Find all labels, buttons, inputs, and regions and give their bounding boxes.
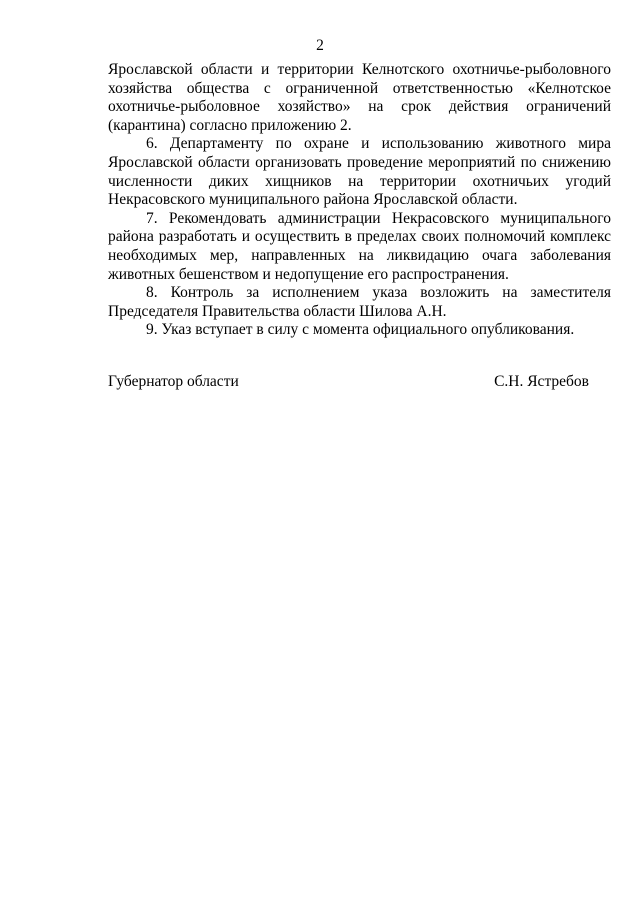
- signatory-position: Губернатор области: [108, 373, 239, 390]
- paragraph-item-9: 9. Указ вступает в силу с момента официального опубликования.: [146, 321, 575, 339]
- signatory-name: С.Н. Ястребов: [494, 373, 589, 390]
- paragraph-item-8: 8. Контроль за исполнением указа возложить на заместителя Председателя Правительства области Шилова А.Н.: [108, 284, 611, 320]
- page-number: 2: [316, 37, 324, 54]
- document-body: [108, 61, 611, 340]
- paragraph-continuation: Ярославской области и территории Келнотского охотничье-рыболовного хозяйства общества с ограниченной ответственностью «Келнотское охотничье-рыболовное хозяйство» на срок действия ограничений (карантина) согласно приложению 2.: [108, 61, 611, 134]
- paragraph-item-6: 6. Департаменту по охране и использованию животного мира Ярославской области организовать проведение мероприятий по снижению численности диких хищников на территории охотничьих угодий Некрасовского муниципального района Ярославской области.: [108, 135, 611, 209]
- signature-block: [108, 373, 589, 391]
- paragraph-item-7: 7. Рекомендовать администрации Некрасовского муниципального района разработать и осуществить в пределах своих полномочий комплекс необходимых мер, направленных на ликвидацию очага заболевания животных бешенством и недопущение его распространения.: [108, 209, 611, 283]
